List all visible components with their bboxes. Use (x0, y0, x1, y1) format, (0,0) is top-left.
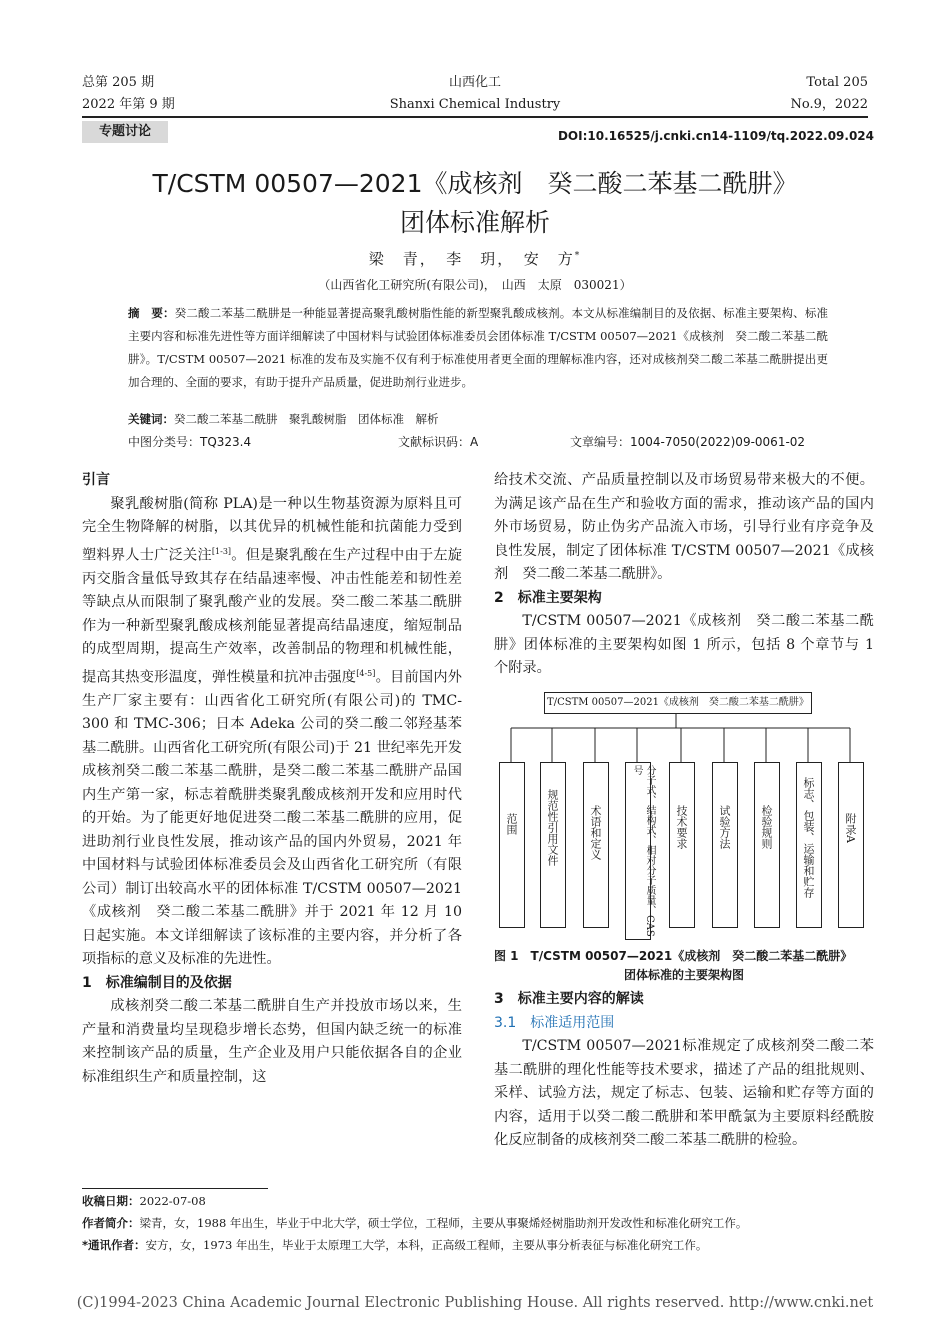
section-1-heading: 1 标准编制目的及依据 (82, 974, 232, 991)
figure-label-formula: 分子式、结构式、相对分子质量、CAS号 (631, 765, 655, 937)
figure-label-test-methods: 试验方法 (718, 805, 731, 849)
footnote-received (82, 1190, 206, 1212)
corresponding-label: *通讯作者： (82, 1238, 146, 1252)
intro-text-2: 。但是聚乳酸在生产过程中由于左旋丙交脂含量低导致其存在结晶速率慢、冲击性能差和韧性差等缺点从而限制了聚乳酸产业的发展。癸二酸二苯基二酰肼作为一种新型聚乳酸成核剂能显著提高结晶速度，缩短制品的成型周期，提高生产效率，改善制品的物理和机械性能，提高其热变形温度，弹性模量和抗冲击强度 (82, 547, 462, 686)
keywords-text: 癸二酸二苯基二酰肼 聚乳酸树脂 团体标准 解析 (174, 412, 439, 426)
authors (0, 248, 950, 269)
intro-text-3: 。目前国内外生产厂家主要有：山西省化工研究所(有限公司)的 TMC-300 和 TMC-306；日本 Adeka 公司的癸二酸二邻羟基苯基二酰肼。山西省化工研究所(有限公司)于 21 世纪率先开发成核剂癸二酸二苯基二酰肼，是癸二酸二苯基二酰肼产品国内生产第一家，标志着酰肼类聚乳酸成核剂开发和应用时代的开始。为了能更好地促进癸二酸二苯基二酰肼的应用，促进助剂行业良性发展，推动该产品的国内外贸易，2021 年中国材料与试验团体标准委员会及山西省化工研究所（有限公司）制订出较高水平的团体标准 T/CSTM 00507—2021《成核剂 癸二酸二苯基二酰肼》并于 2021 年 12 月 10 日起实施。本文详细解读了该标准的主要内容，并分析了各项指标的意义及标准的先进性。 (82, 669, 462, 968)
section-3-1-heading: 3.1 标准适用范围 (494, 1014, 615, 1031)
author-names: 梁 青， 李 玥， 安 方 (368, 250, 575, 268)
citation-2: [4-5] (356, 668, 376, 678)
intro-heading: 引言 (82, 472, 110, 488)
figure-label-scope: 范围 (505, 813, 518, 835)
author-bio-label: 作者简介： (82, 1216, 140, 1230)
intro-text-1: 聚乳酸树脂(简称 PLA)是一种以生物基资源为原料且可完全生物降解的树脂，以其优异的机械性能和抗菌能力受到塑料界人士广泛关注 (82, 495, 462, 564)
figure-root-box: T/CSTM 00507—2021《成核剂 癸二酸二苯基二酰肼》 (544, 692, 812, 714)
intro-paragraph (82, 493, 462, 972)
figure-box-inspection-rules (754, 762, 780, 928)
section-3-1-paragraph: T/CSTM 00507—2021标准规定了成核剂癸二酸二苯基二酰肼的理化性能等技术要求，描述了产品的组批规则、采样、试验方法，规定了标志、包装、运输和贮存等方面的内容，适用于以癸二酸二酰肼和苯甲酰氯为主要原料经酰胺化反应制备的成核剂癸二酸二苯基二酰肼的检验。 (494, 1038, 874, 1148)
section-2-paragraph: T/CSTM 00507—2021《成核剂 癸二酸二苯基二酰肼》团体标准的主要架构如图 1 所示，包括 8 个章节与 1 个附录。 (494, 613, 874, 676)
figure-label-marking-packaging: 标志、包装、运输和贮存 (802, 777, 815, 898)
article-number: 文章编号：1004-7050(2022)09-0061-02 (570, 435, 806, 449)
journal-name-cn: 山西化工 (448, 75, 501, 90)
figure-box-appendix-a (838, 762, 864, 928)
figure-label-technical-requirements: 技术要求 (675, 805, 688, 849)
document-code: 文献标识码：A (398, 435, 479, 449)
figure-box-marking-packaging (796, 762, 822, 928)
figure-caption-line-1: 图 1 T/CSTM 00507—2021《成核剂 癸二酸二苯基二酰肼》 (494, 949, 853, 963)
section-tag: 专题讨论 (82, 121, 168, 143)
header-issue-date: 2022 年第 9 期 (82, 97, 175, 112)
figure-label-terms: 术语和定义 (589, 805, 602, 860)
header-issue-total: 总第 205 期 (82, 75, 155, 90)
abstract-label: 摘 要： (128, 306, 175, 320)
section-1-continued: 给技术交流、产品质量控制以及市场贸易带来极大的不便。为满足该产品在生产和验收方面的需求，推动该产品的国内外市场贸易，防止伪劣产品流入市场，引导行业有序竞争及良性发展，制定了团体标准 T/CSTM 00507—2021《成核剂 癸二酸二苯基二酰肼》。 (494, 472, 874, 582)
footnote-rule (82, 1188, 268, 1189)
copyright-notice: (C)1994-2023 China Academic Journal Electronic Publishing House. All rights reserved. http://www.cnki.net (76, 1295, 874, 1311)
figure-box-scope (499, 762, 525, 928)
right-column-bottom (494, 988, 874, 1153)
figure-label-normative-references: 规范性引用文件 (546, 789, 559, 866)
abstract (128, 302, 828, 394)
doi: DOI:10.16525/j.cnki.cn14-1109/tq.2022.09.024 (557, 129, 874, 143)
figure-label-appendix-a: 附录A (844, 813, 857, 843)
figure-label-inspection-rules: 检验规则 (760, 805, 773, 849)
keywords (128, 408, 828, 431)
left-column (82, 469, 462, 1089)
footnote-corresponding-author (82, 1234, 707, 1256)
figure-caption-line-2: 团体标准的主要架构图 (623, 968, 744, 982)
journal-name-en: Shanxi Chemical Industry (389, 97, 561, 112)
footnote-author-bio (82, 1212, 747, 1234)
affiliation: （山西省化工研究所(有限公司)， 山西 太原 030021） (318, 278, 632, 292)
abstract-text: 癸二酸二苯基二酰肼是一种能显著提高聚乳酸树脂性能的新型聚乳酸成核剂。本文从标准编制目的及依据、标准主要架构、标准主要内容和标准先进性等方面详细解读了中国材料与试验团体标准委员会团体标准 T/CSTM 00507—2021《成核剂 癸二酸二苯基二酰肼》。T/CSTM 00507—2021 标准的发布及实施不仅有利于标准使用者更全面的理解标准内容，还对成核剂癸二酸二苯基二酰肼提出更加合理的、全面的要求，有助于提升产品质量，促进助剂行业进步。 (128, 306, 829, 389)
figure-box-formula (625, 762, 655, 940)
clc-number: 中图分类号：TQ323.4 (128, 435, 252, 449)
right-column-top (494, 469, 874, 681)
section-3-heading: 3 标准主要内容的解读 (494, 991, 644, 1007)
figure-1-structure-chart (494, 690, 874, 942)
citation-1: [1-3] (211, 546, 232, 556)
keywords-label: 关键词： (128, 412, 174, 426)
corresponding-text: 安方，女，1973 年出生，毕业于太原理工大学，本科，正高级工程师，主要从事分析表征与标准化研究工作。 (145, 1238, 708, 1252)
received-date: 2022-07-08 (139, 1194, 206, 1208)
figure-box-normative-references (540, 762, 566, 928)
title-line-1: T/CSTM 00507—2021《成核剂 癸二酸二苯基二酰肼》 (152, 169, 798, 198)
header-rule (82, 116, 868, 118)
section-1-paragraph: 成核剂癸二酸二苯基二酰肼自生产并投放市场以来，生产量和消费量均呈现稳步增长态势，但国内缺乏统一的标准来控制该产品的质量，生产企业及用户只能依据各自的企业标准组织生产和质量控制，这 (82, 998, 462, 1085)
title-line-2: 团体标准解析 (399, 208, 550, 237)
header-total: Total 205 (806, 75, 868, 90)
corresponding-mark: * (574, 251, 582, 261)
figure-box-technical-requirements (669, 762, 695, 928)
header-number: No.9，2022 (790, 97, 868, 112)
received-label: 收稿日期： (82, 1194, 140, 1208)
figure-box-terms (583, 762, 609, 928)
figure-box-test-methods (712, 762, 738, 928)
author-bio-text: 梁青，女，1988 年出生，毕业于中北大学，硕士学位，工程师，主要从事聚烯烃树脂助剂开发改性和标准化研究工作。 (139, 1216, 748, 1230)
section-2-heading: 2 标准主要架构 (494, 589, 602, 606)
